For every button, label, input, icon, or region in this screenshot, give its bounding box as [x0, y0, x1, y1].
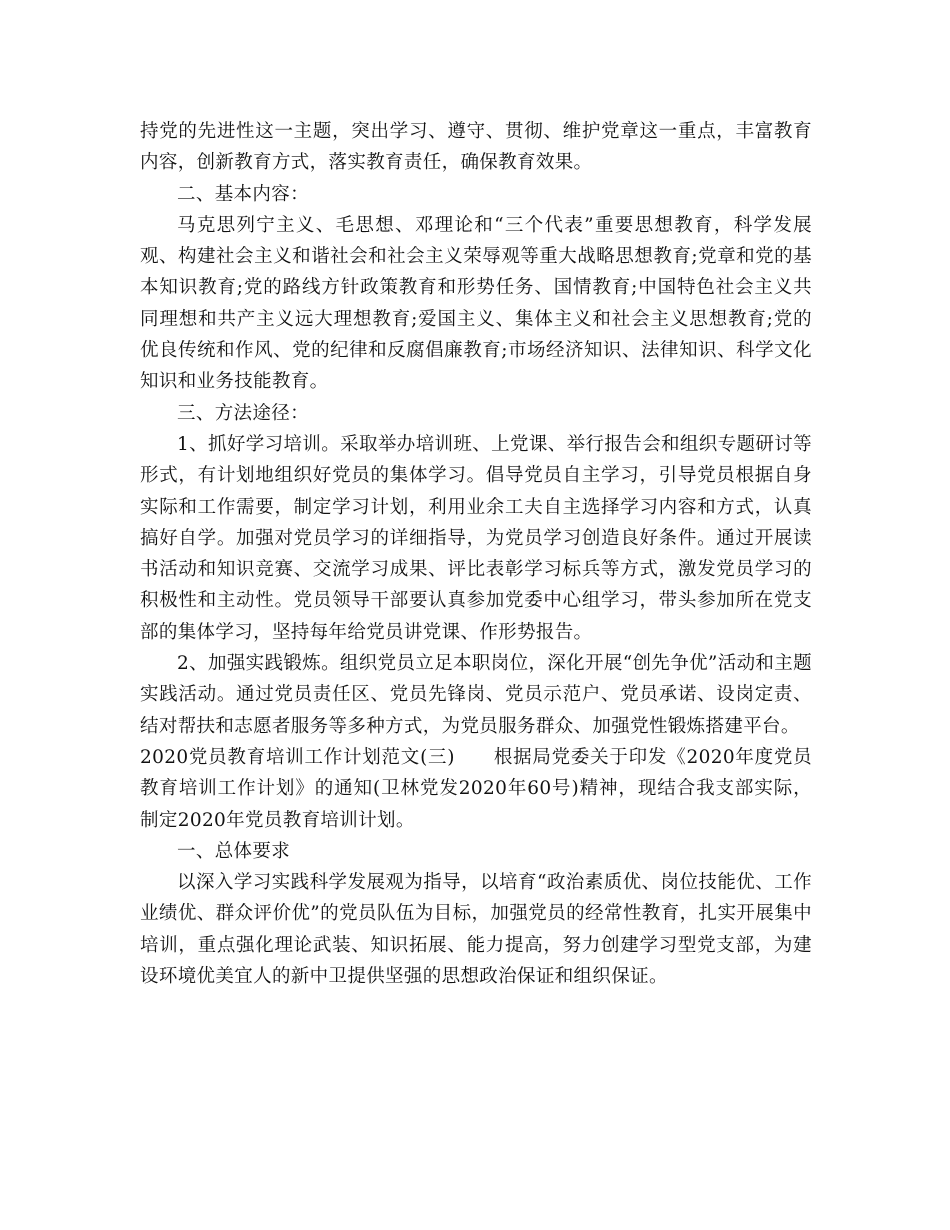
paragraph-basic-content: 马克思列宁主义、毛思想、邓理论和“三个代表”重要思想教育，科学发展观、构建社会主义和谐社会和社会主义荣辱观等重大战略思想教育;党章和党的基本知识教育;党的路线方针政策教育和形势任务、国情教育;中国特色社会主义共同理想和共产主义远大理想教育;爱国主义、集体主义和社会主义思想教育;党的优良传统和作风、党的纪律和反腐倡廉教育;市场经济知识、法律知识、科学文化知识和业务技能教育。 — [140, 214, 812, 393]
paragraph-general-requirements: 以深入学习实践科学发展观为指导，以培育“政治素质优、岗位技能优、工作业绩优、群众评价优”的党员队伍为目标，加强党员的经常性教育，扎实开展集中培训，重点强化理论武装、知识拓展、能力提高，努力创建学习型党支部，为建设环境优美宜人的新中卫提供坚强的思想政治保证和组织保证。 — [140, 872, 812, 988]
section-heading-basic-content: 二、基本内容： — [177, 183, 309, 205]
paragraph-practice: 2、加强实践锻炼。组织党员立足本职岗位，深化开展“创先争优”活动和主题实践活动。通过党员责任区、党员先锋岗、党员示范户、党员承诺、设岗定责、结对帮扶和志愿者服务等多种方式，为党员服务群众、加强党性锻炼搭建平台。 — [140, 653, 812, 737]
paragraph-study-training: 1、抓好学习培训。采取举办培训班、上党课、举行报告会和组织专题研讨等形式，有计划地组织好党员的集体学习。倡导党员自主学习，引导党员根据自身实际和工作需要，制定学习计划，利用业余工夫自主选择学习内容和方式，认真搞好自学。加强对党员学习的详细指导，为党员学习创造良好条件。通过开展读书活动和知识竞赛、交流学习成果、评比表彰学习标兵等方式，激发党员学习的积极性和主动性。党员领导干部要认真参加党委中心组学习，带头参加所在党支部的集体学习，坚持每年给党员讲党课、作形势报告。 — [140, 433, 812, 643]
paragraph-plan-three-intro: 2020党员教育培训工作计划范文(三) 根据局党委关于印发《2020年度党员教育培训工作计划》的通知(卫林党发2020年60号)精神，现结合我支部实际，制定2020年党员教育培训计划。 — [140, 746, 812, 831]
document-body — [140, 116, 812, 992]
section-heading-methods: 三、方法途径： — [177, 402, 309, 424]
section-heading-general-requirements: 一、总体要求 — [177, 840, 291, 862]
paragraph-1: 持党的先进性这一主题，突出学习、遵守、贯彻、维护党章这一重点，丰富教育内容，创新教育方式，落实教育责任，确保教育效果。 — [140, 121, 812, 174]
